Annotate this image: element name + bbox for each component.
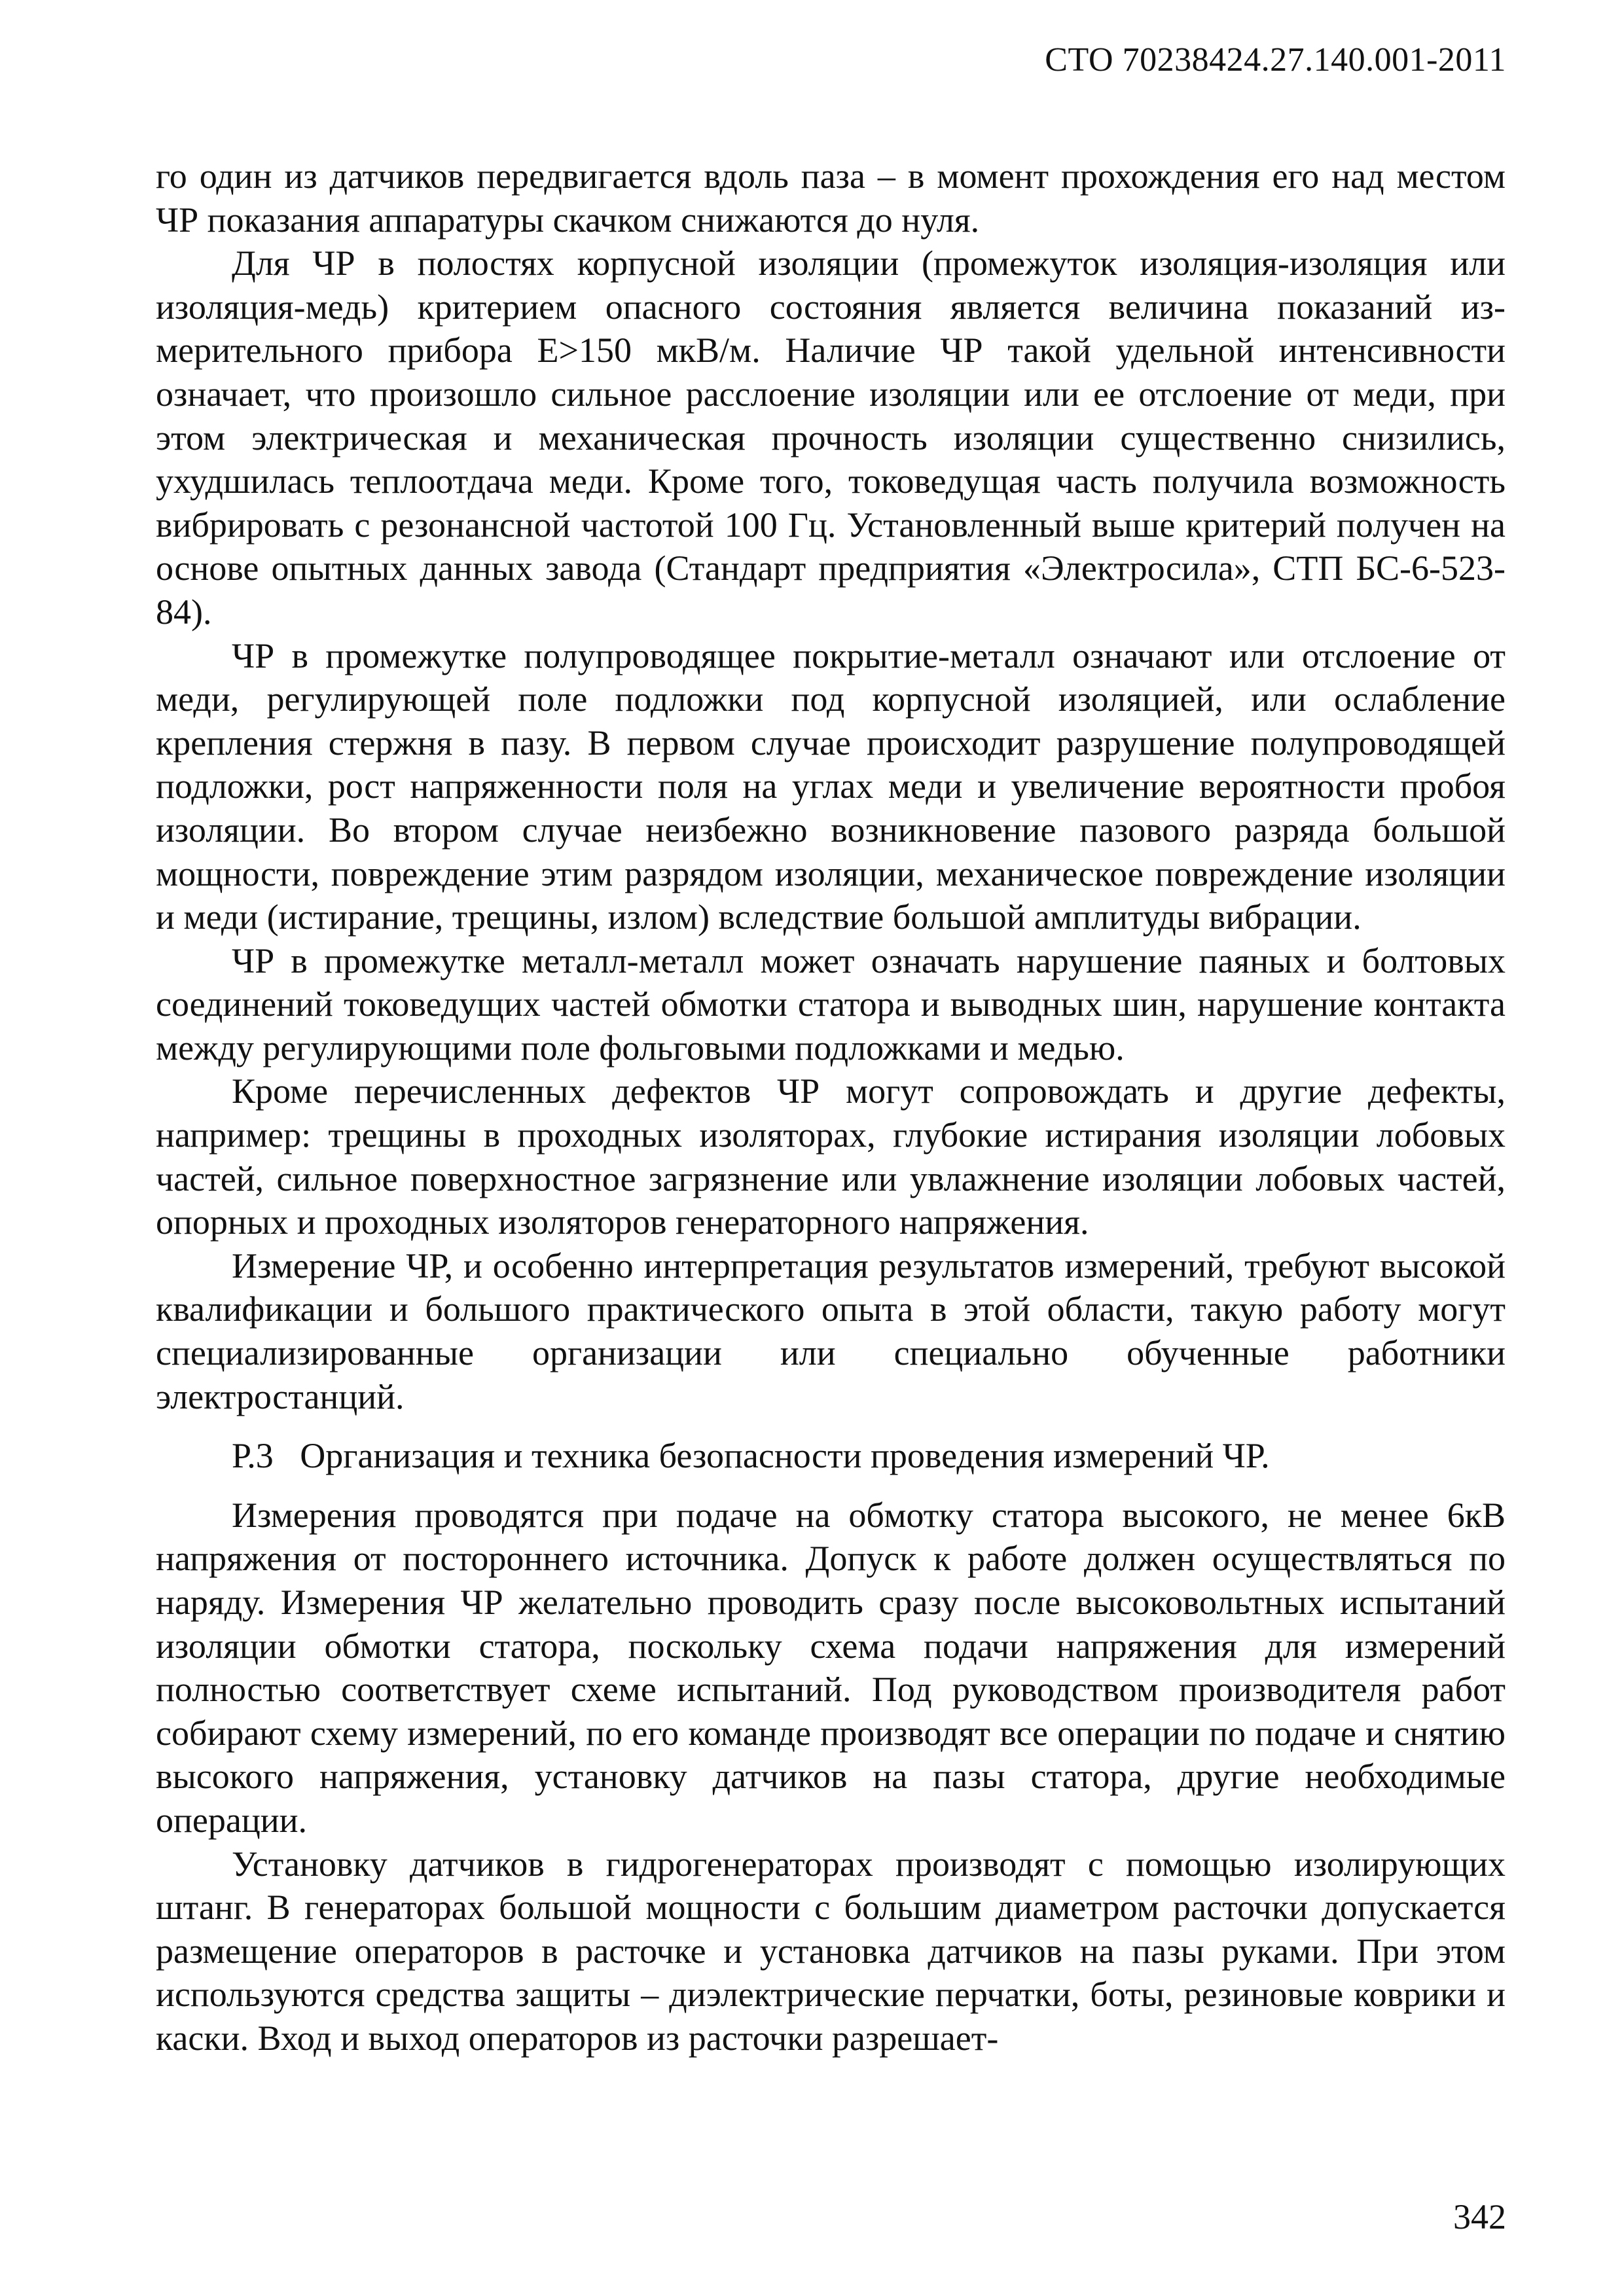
paragraph: ЧР в промежутке полупроводящее покрытие-металл означают или отслоение от меди, регулирующей поле подложки под корпусной изоляцией, или ослабление крепления стержня в пазу. В первом случае происходит разрушение полупроводящей подложки, рост напряженности поля на углах меди и увеличение вероятности пробоя изоляции. Во втором случае неизбежно возникновение пазового разряда большой мощности, повреждение этим разрядом изоляции, механическое повреждение изоляции и меди (истирание, трещины, излом) вследствие большой амплитуды вибрации. (156, 636, 1506, 937)
document-code: СТО 70238424.27.140.001-2011 (1045, 41, 1506, 79)
paragraph: Для ЧР в полостях корпусной изоляции (промежуток изоляция-изоляция или изоляция-медь) критерием опасного состояния является величина показаний измерительного прибора E>150 мкВ/м. Наличие ЧР такой удельной интенсивности означает, что произошло сильное расслоение изоляции или ее отслоение от меди, при этом электрическая и механическая прочность изоляции существенно снизились, ухудшилась теплоотдача меди. Кроме того, токоведущая часть получила возможность вибрировать с резонансной частотой 100 Гц. Установленный выше критерий получен на основе опытных данных завода (Стандарт предприятия «Электросила», СТП БС-6-523-84). (156, 243, 1506, 632)
paragraph: Измерение ЧР, и особенно интерпретация результатов измерений, требуют высокой квалификации и большого практического опыта в этой области, такую работу могут специализированные организации или специально обученные работники электростанций. (156, 1246, 1506, 1416)
section-heading (156, 1434, 1506, 1478)
page-number: 342 (1453, 2197, 1506, 2236)
paragraph: Установку датчиков в гидрогенераторах производят с помощью изолирующих штанг. В генераторах большой мощности с большим диаметром расточки допускается размещение операторов в расточке и установка датчиков на пазы руками. При этом используются средства защиты – диэлектрические перчатки, боты, резиновые коврики и каски. Вход и выход операторов из расточки разрешает- (156, 1844, 1506, 2058)
paragraph-continuation: го один из датчиков передвигается вдоль паза – в момент прохождения его над местом ЧР показания аппаратуры скачком снижаются до нуля. (156, 156, 1506, 240)
section-number: Р.3 (232, 1436, 274, 1476)
page-body (156, 154, 1506, 2060)
paragraph: Кроме перечисленных дефектов ЧР могут сопровождать и другие дефекты, например: трещины в проходных изоляторах, глубокие истирания изоляции лобовых частей, сильное поверхностное загрязнение или увлажнение изоляции лобовых частей, опорных и проходных изоляторов генераторного напряжения. (156, 1071, 1506, 1242)
section-title: Организация и техника безопасности проведения измерений ЧР. (300, 1436, 1270, 1476)
paragraph: ЧР в промежутке металл-металл может означать нарушение паяных и болтовых соединений токоведущих частей обмотки статора и выводных шин, нарушение контакта между регулирующими поле фольговыми подложками и медью. (156, 941, 1506, 1067)
paragraph: Измерения проводятся при подаче на обмотку статора высокого, не менее 6кВ напряжения от постороннего источника. Допуск к работе должен осуществляться по наряду. Измерения ЧР желательно проводить сразу после высоковольтных испытаний изоляции обмотки статора, поскольку схема подачи напряжения для измерений полностью соответствует схеме испытаний. Под руководством производителя работ собирают схему измерений, по его команде производят все операции по подаче и снятию высокого напряжения, установку датчиков на пазы статора, другие необходимые операции. (156, 1495, 1506, 1840)
